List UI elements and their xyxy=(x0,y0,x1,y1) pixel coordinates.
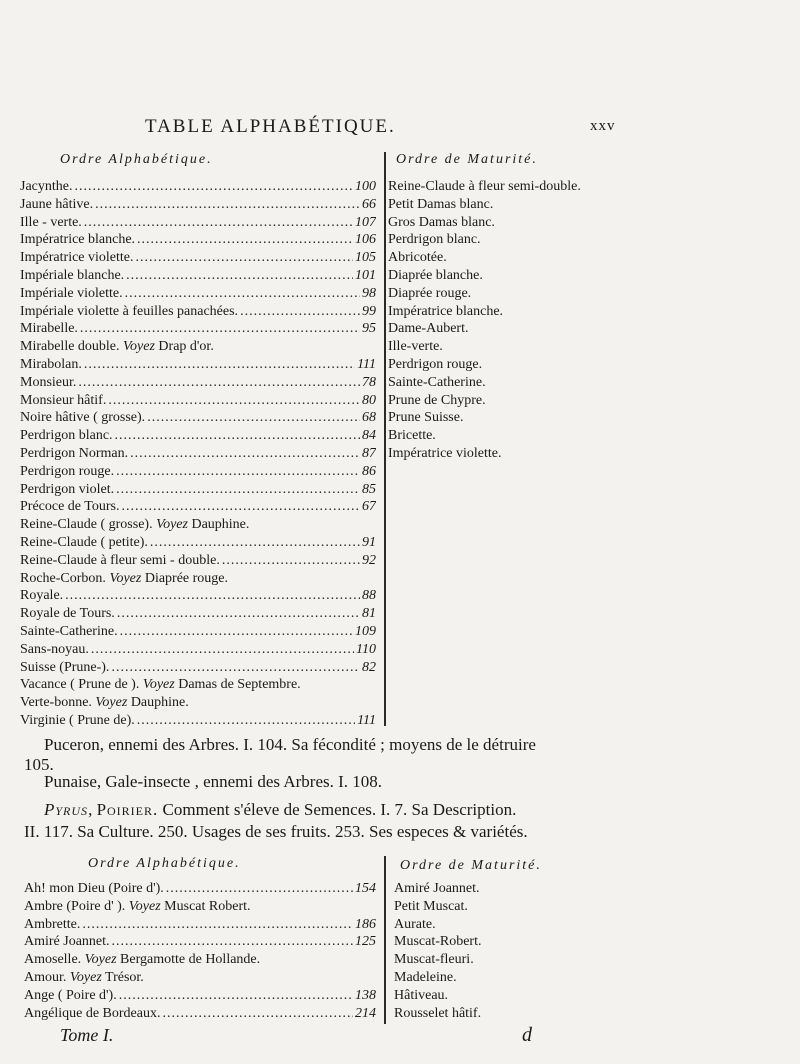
entry-page-number: 105 xyxy=(355,250,376,266)
index-entry xyxy=(24,916,376,934)
column-divider xyxy=(384,152,386,726)
entry-page-number: 81 xyxy=(362,606,376,622)
index-entry xyxy=(20,356,376,374)
maturity-item: Muscat-Robert. xyxy=(394,934,482,950)
see-also-marker: Voyez xyxy=(109,570,142,586)
entry-page-number: 78 xyxy=(362,374,376,390)
index-entry xyxy=(20,374,376,392)
entry-page-number: 86 xyxy=(362,463,376,479)
entry-name: Perdrigon blanc. xyxy=(20,428,113,444)
index-entry xyxy=(24,880,376,898)
index-entry xyxy=(20,303,376,321)
entry-name: Royale de Tours. xyxy=(20,606,115,622)
entry-name: Sans-noyau. xyxy=(20,641,89,657)
entry-name: Roche-Corbon. xyxy=(20,570,106,586)
entry-name: Impératrice blanche. xyxy=(20,232,136,248)
entry-name: Amoselle. xyxy=(24,952,82,968)
index-entry xyxy=(20,712,376,730)
entry-name: Ambre (Poire d' ). xyxy=(24,898,126,914)
index-entry xyxy=(24,898,376,916)
maturity-item: Impératrice blanche. xyxy=(388,303,504,319)
entry-name: Jacynthe. xyxy=(20,179,73,194)
entry-name: Mirabelle. xyxy=(20,321,78,337)
entry-page-number: 84 xyxy=(362,428,376,444)
maturity-item: Perdrigon rouge. xyxy=(388,356,483,372)
index-entry xyxy=(20,285,376,303)
entry-name: Amiré Joannet. xyxy=(24,934,110,950)
entry-page-number: 67 xyxy=(362,499,376,515)
entry-page-number: 154 xyxy=(355,881,376,896)
entry-name: Reine-Claude ( petite). xyxy=(20,534,148,550)
index-entry xyxy=(20,338,376,356)
entry-name: Ambrette. xyxy=(24,916,81,932)
leader-dots xyxy=(115,427,360,445)
entry-name: Perdrigon violet. xyxy=(20,481,115,497)
leader-dots xyxy=(74,178,353,196)
tome-label: Tome I. xyxy=(60,1025,114,1045)
entry-page-number: 109 xyxy=(355,623,376,639)
index-entry xyxy=(20,427,376,445)
entry-page-number: 88 xyxy=(362,588,376,604)
maturity-item: Muscat-fleuri. xyxy=(394,952,474,968)
index-entry xyxy=(24,951,376,969)
alphabetical-list-2 xyxy=(24,880,376,1022)
index-entry xyxy=(20,392,376,410)
index-entry xyxy=(20,231,376,249)
leader-dots xyxy=(65,587,360,605)
leader-dots xyxy=(117,605,360,623)
entry-name: Mirabelle double. xyxy=(20,339,120,355)
leader-dots xyxy=(84,356,355,374)
page-number: xxv xyxy=(590,118,616,134)
index-entry xyxy=(24,987,376,1005)
entry-page-number: 85 xyxy=(362,481,376,497)
maturity-item: Abricotée. xyxy=(388,250,447,266)
index-entry xyxy=(20,498,376,516)
entry-page-number: 110 xyxy=(356,641,376,657)
entry-page-number: 80 xyxy=(362,392,376,408)
cross-reference: Trésor. xyxy=(105,969,144,985)
entry-name: Ille - verte. xyxy=(20,214,82,230)
entry-name: Virginie ( Prune de). xyxy=(20,712,135,728)
maturity-item: Rousselet hâtif. xyxy=(394,1005,482,1021)
entry-page-number: 87 xyxy=(362,445,376,461)
maturity-item: Sainte-Catherine. xyxy=(388,374,486,390)
index-entry xyxy=(20,409,376,427)
index-entry xyxy=(20,659,376,677)
see-also-marker: Voyez xyxy=(128,898,161,914)
index-entry xyxy=(24,969,376,987)
entry-name: Reine-Claude à fleur semi - double. xyxy=(20,552,220,568)
entry-name: Royale. xyxy=(20,588,64,604)
see-also-marker: Voyez xyxy=(69,969,102,985)
index-entry xyxy=(24,933,376,951)
maturity-item: Madeleine. xyxy=(394,969,457,985)
entry-name: Ange ( Poire d'). xyxy=(24,987,117,1003)
index-entry xyxy=(20,445,376,463)
leader-dots xyxy=(121,498,360,516)
entry-page-number: 95 xyxy=(362,321,376,337)
index-entry xyxy=(20,320,376,338)
entry-name: Perdrigon rouge. xyxy=(20,463,115,479)
index-entry xyxy=(20,552,376,570)
index-entry xyxy=(20,267,376,285)
index-entry xyxy=(20,623,376,641)
puceron-line-1: Puceron, ennemi des Arbres. I. 104. Sa fécondité ; moyens de le détruire xyxy=(44,735,536,754)
leader-dots xyxy=(150,534,360,552)
maturity-item: Prune Suisse. xyxy=(388,410,464,426)
leader-dots xyxy=(91,641,354,659)
leader-dots xyxy=(120,623,353,641)
cross-reference: Muscat Robert. xyxy=(164,898,251,914)
cross-reference: Damas de Septembre. xyxy=(178,677,301,693)
leader-dots xyxy=(112,933,353,951)
index-entry xyxy=(20,694,376,712)
see-also-marker: Voyez xyxy=(156,517,188,533)
pyrus-term: Pyrus xyxy=(44,800,89,819)
page-header xyxy=(0,116,800,140)
maturity-item: Petit Damas blanc. xyxy=(388,196,494,212)
entry-name: Suisse (Prune-). xyxy=(20,659,110,675)
entry-name: Reine-Claude ( grosse). xyxy=(20,517,153,533)
index-entry xyxy=(20,214,376,232)
alphabetical-heading-2: Ordre Alphabétique. xyxy=(88,856,241,871)
leader-dots xyxy=(84,214,353,232)
entry-name: Impératrice violette. xyxy=(20,250,134,266)
leader-dots xyxy=(136,249,354,267)
leader-dots xyxy=(240,303,360,321)
pyrus-rest: Comment s'éleve de Semences. I. 7. Sa Description. xyxy=(162,800,517,819)
leader-dots xyxy=(147,409,360,427)
entry-name: Vacance ( Prune de ). xyxy=(20,677,140,693)
entry-name: Mirabolan. xyxy=(20,356,82,372)
cross-reference: Drap d'or. xyxy=(158,339,214,355)
entry-name: Verte-bonne. xyxy=(20,695,92,711)
maturity-list xyxy=(388,178,628,463)
entry-name: Monsieur. xyxy=(20,374,77,390)
punaise-line: Punaise, Gale-insecte , ennemi des Arbres. I. 108. xyxy=(44,772,383,791)
leader-dots xyxy=(95,196,360,214)
see-also-marker: Voyez xyxy=(142,677,175,693)
index-entry xyxy=(20,481,376,499)
index-entry xyxy=(20,676,376,694)
entry-page-number: 82 xyxy=(362,659,376,675)
index-entry xyxy=(24,1005,376,1023)
leader-dots xyxy=(166,880,353,898)
maturity-item: Reine-Claude à fleur semi-double. xyxy=(388,179,581,194)
entry-page-number: 111 xyxy=(357,356,376,372)
see-also-marker: Voyez xyxy=(123,339,155,355)
entry-page-number: 66 xyxy=(362,196,376,212)
entry-page-number: 68 xyxy=(362,410,376,426)
leader-dots xyxy=(162,1005,353,1023)
entry-name: Impériale blanche. xyxy=(20,267,125,283)
maturity-item: Impératrice violette. xyxy=(388,445,502,461)
leader-dots xyxy=(116,463,360,481)
entry-name: Angélique de Bordeaux. xyxy=(24,1005,161,1021)
alphabetical-heading: Ordre Alphabétique. xyxy=(60,152,213,167)
maturity-list-2 xyxy=(394,880,634,1022)
index-entry xyxy=(20,641,376,659)
poirier-term: Poirier. xyxy=(96,800,159,819)
leader-dots xyxy=(78,374,360,392)
maturity-item: Ille-verte. xyxy=(388,339,443,355)
index-entry xyxy=(20,570,376,588)
maturity-heading-2: Ordre de Maturité. xyxy=(400,858,542,873)
leader-dots xyxy=(82,916,353,934)
entry-name: Amour. xyxy=(24,969,67,985)
see-also-marker: Voyez xyxy=(84,952,117,968)
alphabetical-list xyxy=(20,178,376,730)
leader-dots xyxy=(125,285,360,303)
entry-page-number: 98 xyxy=(362,285,376,301)
index-entry xyxy=(20,463,376,481)
cross-reference: Dauphine. xyxy=(130,695,189,711)
see-also-marker: Voyez xyxy=(95,695,128,711)
index-entry xyxy=(20,178,376,196)
leader-dots xyxy=(222,552,360,570)
entry-name: Impériale violette à feuilles panachées. xyxy=(20,303,239,319)
index-entry xyxy=(20,587,376,605)
entry-page-number: 186 xyxy=(355,916,376,932)
maturity-item: Perdrigon blanc. xyxy=(388,232,481,248)
entry-page-number: 106 xyxy=(355,232,376,248)
maturity-item: Diaprée rouge. xyxy=(388,285,472,301)
entry-name: Perdrigon Norman. xyxy=(20,445,129,461)
leader-dots xyxy=(108,392,360,410)
signature-mark: d xyxy=(522,1024,532,1046)
leader-dots xyxy=(130,445,360,463)
entry-page-number: 91 xyxy=(362,534,376,550)
maturity-item: Hâtiveau. xyxy=(394,987,449,1003)
column-divider-2 xyxy=(384,856,386,1024)
cross-reference: Dauphine. xyxy=(191,517,250,533)
entry-name: Noire hâtive ( grosse). xyxy=(20,410,146,426)
maturity-item: Dame-Aubert. xyxy=(388,321,469,337)
cross-reference: Diaprée rouge. xyxy=(144,570,229,586)
leader-dots xyxy=(137,712,355,730)
entry-name: Précoce de Tours. xyxy=(20,499,120,515)
leader-dots xyxy=(111,659,360,677)
maturity-item: Diaprée blanche. xyxy=(388,267,483,283)
maturity-heading: Ordre de Maturité. xyxy=(396,152,538,167)
entry-page-number: 111 xyxy=(357,712,376,728)
entry-page-number: 107 xyxy=(355,214,376,230)
maturity-item: Aurate. xyxy=(394,916,436,932)
maturity-item: Bricette. xyxy=(388,428,436,444)
entry-name: Sainte-Catherine. xyxy=(20,623,118,639)
entry-name: Impériale violette. xyxy=(20,285,123,301)
entry-name: Monsieur hâtif. xyxy=(20,392,107,408)
leader-dots xyxy=(116,481,360,499)
entry-page-number: 99 xyxy=(362,303,376,319)
entry-name: Ah! mon Dieu (Poire d'). xyxy=(24,881,164,896)
index-entry xyxy=(20,605,376,623)
page-title: TABLE ALPHABÉTIQUE. xyxy=(145,116,396,137)
pyrus-line-2: II. 117. Sa Culture. 250. Usages de ses fruits. 253. Ses especes & variétés. xyxy=(24,822,528,841)
cross-reference: Bergamotte de Hollande. xyxy=(120,952,261,968)
maturity-item: Prune de Chypre. xyxy=(388,392,486,408)
entry-page-number: 214 xyxy=(355,1005,376,1021)
maturity-item: Petit Muscat. xyxy=(394,898,468,914)
index-entry xyxy=(20,534,376,552)
entry-name: Jaune hâtive. xyxy=(20,196,94,212)
maturity-item: Gros Damas blanc. xyxy=(388,214,495,230)
entry-page-number: 138 xyxy=(355,987,376,1003)
entry-page-number: 125 xyxy=(355,934,376,950)
maturity-item: Amiré Joannet. xyxy=(394,881,480,896)
entry-page-number: 100 xyxy=(355,179,376,194)
index-entry xyxy=(20,249,376,267)
pyrus-line-1: Pyrus, Poirier. Comment s'éleve de Semences. I. 7. Sa Description. xyxy=(44,800,517,819)
index-entry xyxy=(20,516,376,534)
leader-dots xyxy=(137,231,353,249)
entry-page-number: 101 xyxy=(355,267,376,283)
leader-dots xyxy=(119,987,353,1005)
leader-dots xyxy=(126,267,353,285)
index-entry xyxy=(20,196,376,214)
leader-dots xyxy=(80,320,360,338)
entry-page-number: 92 xyxy=(362,552,376,568)
puceron-line-2: 105. xyxy=(24,755,54,774)
